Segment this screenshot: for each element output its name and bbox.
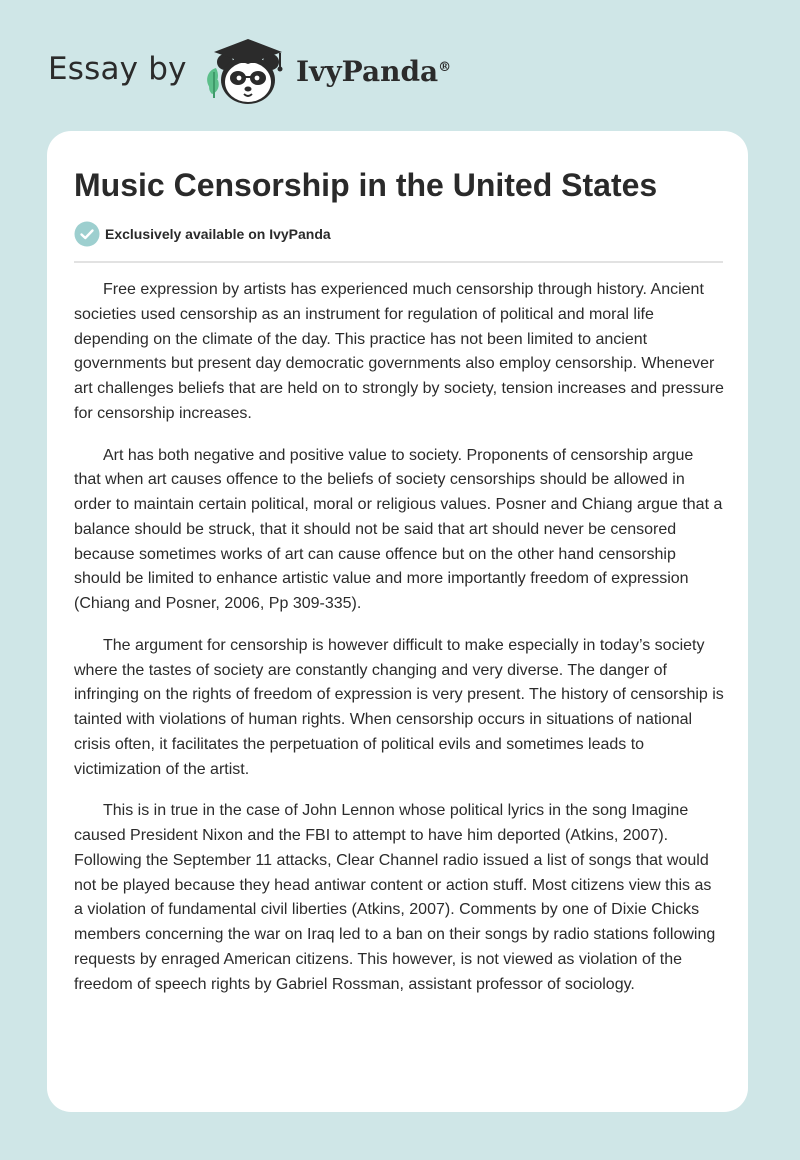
paragraph: This is in true in the case of John Lennon whose political lyrics in the song Imagine caused President Nixon and the FBI to attempt to have him deported (Atkins, 2007). Following the September 11 attacks, Clear Channel radio issued a list of songs that would not be played because they head antiwar content or action stuff. Most citizens view this as a violation of fundamental civil liberties (Atkins, 2007). Comments by one of Dixie Chicks members concerning the war on Iraq led to a ban on their songs by radio stations following requests by enraged American citizens. This however, is not viewed as violation of the freedom of speech rights by Gabriel Rossman, assistant professor of sociology.	[74, 802, 716, 993]
brand-logo-text[interactable]	[296, 52, 451, 92]
brand-name: IvyPanda	[296, 55, 439, 88]
page-title: Music Censorship in the United States	[74, 167, 658, 203]
essay-card	[47, 131, 748, 1112]
check-circle-icon	[74, 221, 100, 247]
registered-mark: ®	[438, 60, 452, 75]
paragraph: The argument for censorship is however difficult to make especially in today’s society where the tastes of society are constantly changing and very diverse. The danger of infringing on the rights of freedom of expression is very present. The history of censorship is tainted with violations of human rights. When censorship occurs in situations of national crisis often, it facilitates the perpetuation of political evils and sometimes leads to victimization of the artist.	[74, 636, 724, 778]
exclusive-badge-label: Exclusively available on IvyPanda	[105, 226, 331, 242]
paragraph: Art has both negative and positive value to society. Proponents of censorship argue that when art causes offence to the beliefs of society censorships should be allowed in order to maintain certain political, moral or religious values. Posner and Chiang argue that a balance should be struck, that it should not be said that art should never be censored because sometimes works of art can cause offence but on the other hand censorship should be limited to enhance artistic value and more importantly freedom of expression (Chiang and Posner, 2006, Pp 309-335).	[74, 446, 723, 612]
essay-body	[74, 278, 724, 1014]
divider	[74, 261, 723, 263]
paragraph: Free expression by artists has experienced much censorship through history. Ancient societies used censorship as an instrument for regulation of political and moral life depending on the climate of the day. This practice has not been limited to ancient governments but present day democratic governments also employ censorship. Whenever art challenges beliefs that are held on to strongly by society, tension increases and pressure for censorship increases.	[74, 281, 724, 422]
site-header	[0, 0, 800, 130]
panda-graduate-icon[interactable]	[200, 36, 296, 108]
essay-by-label: Essay by	[48, 51, 187, 87]
exclusive-badge	[74, 221, 331, 247]
